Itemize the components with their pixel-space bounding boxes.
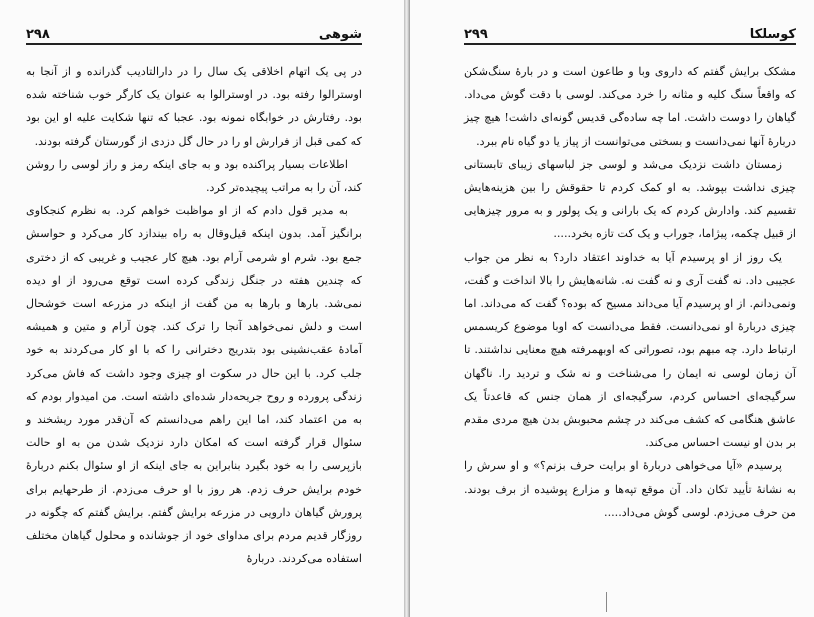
paragraph: زمستان داشت نزدیک می‌شد و لوسی جز لباسهای زیبای تابستانی چیزی نداشت بپوشد. به او کمک کردم تا حقوقش را بین هزینه‌هایش تقسیم کند. وادارش کردم که یک بارانی و یک پولور و به مرور چیزهایی از قبیل چکمه، پیژاما، جوراب و یک کت تازه بخرد..... <box>464 157 796 241</box>
scan-mark <box>606 592 607 612</box>
paragraph: مشکک برایش گفتم که داروی وبا و طاعون است و در بارهٔ سنگ‌شکن که واقعاً سنگ کلیه و مثانه را خرد می‌کند. لوسی با دقت گوش می‌داد. گیاهان را دوست داشت. اما چه ساده‌گی قدیس گونه‌ای داشت! هیچ چیز دربارهٔ آنها نمی‌دانست و بسختی می‌توانست از پیاز یا دو گیاه نام ببرد. <box>464 65 796 148</box>
paragraph: یک روز از او پرسیدم آیا به خداوند اعتقاد دارد؟ به نظر من جواب عجیبی داد. نه گفت آری و نه گفت نه. شانه‌هایش را بالا انداخت و گفت، ونمی‌دانم. از او پرسیدم آیا می‌داند مسیح که بوده؟ گفت که می‌داند. اما چیزی دربارهٔ او نمی‌دانست. فقط می‌دانست که اوبا موضوع کریسمس ارتباط دارد. چه مبهم بود، تصوراتی که اوبهمرفته هیچ معنایی نداشتند. تا آن زمان لوسی نه ایمان را می‌شناخت و نه شک و تردید را. ناگهان سرگیجه‌ای احساس کردم، سرگیجه‌ای از همان جنس که قاعدتاً یک عاشق هنگامی که کشف می‌کند در چشم محبوبش بدن هیچ مردی مقدم بر بدن او نیست احساس می‌کند. <box>464 250 796 450</box>
page-header <box>26 24 362 42</box>
left-page <box>0 0 404 617</box>
running-title: کوسلکا <box>749 27 796 42</box>
header-rule <box>464 43 796 45</box>
page-header <box>464 24 796 42</box>
paragraph: پرسیدم «آیا می‌خواهی دربارهٔ او برایت حرف بزنم؟» و او سرش را به نشانهٔ تأیید تکان داد. آن موقع تپه‌ها و مزارع پوشیده از برف بودند. من حرف می‌زدم. لوسی گوش می‌داد..... <box>464 459 796 519</box>
header-rule <box>26 43 362 45</box>
paragraph: اطلاعات بسیار پراکنده بود و به جای اینکه رمز و راز لوسی را روشن کند، آن را به مراتب پیچیده‌تر کرد. <box>26 157 362 195</box>
paragraph: به مدیر قول دادم که از او مواظبت خواهم کرد. به نظرم کنجکاوی برانگیز آمد. بدون اینکه قیل‌وقال به راه بیندازد کار می‌کرد و حواسش جمع بود. شرم او شرمی آرام بود. هیچ کار عجیب و غریبی که از دختری که چندین هفته در جنگل زندگی کرده است توقع می‌رود از او دیده نمی‌شد. بارها و بارها به من گفت از اینکه در مزرعه است خوشحال است و دلش نمی‌خواهد آنجا را ترک کند. چون آرام و متین و همیشه آماده‌ٔ عقب‌نشینی بود بتدریج دخترانی را که با او کار می‌کردند به خود جلب کرد. با این حال در سکوت او چیزی وجود داشت که فاش می‌کرد زندگی پرورده و روح جریحه‌دار شده‌ای داشته است. من امیدوار بودم که به من اعتماد کند، اما این راهم می‌دانستم که آن‌قدر مورد ریشخند و سئوال قرار گرفته است که امکان دارد نزدیک شدن من به او حالت بازپرسی را به خود بگیرد بنابراین به جای اینکه از او سئوال بکنم دربارهٔ خودم برایش حرف زدم. هر روز با او حرف می‌زدم. از طرحهایم برای پرورش گیاهان دارویی در مزرعه برایش گفتم. برایش گفتم که چگونه در روزگار قدیم مردم برای مداوای خود از جوشانده و محلول گیاهان مختلف استفاده می‌کردند. دربارهٔ <box>26 204 362 566</box>
page-number: ۲۹۸ <box>26 27 50 42</box>
page-number: ۲۹۹ <box>464 27 488 42</box>
running-title: شوهی <box>318 27 362 42</box>
page-body <box>26 60 362 570</box>
right-page <box>410 0 814 617</box>
page-body <box>464 60 796 524</box>
paragraph: در پی یک اتهام اخلاقی یک سال را در دارالتادیب گذرانده و از آنجا به اوسترالوا رفته بود. در اوسترالوا به عنوان یک کارگر خوب شناخته شده بود. رفتارش در خوابگاه نمونه بود. عجبا که تنها شکایت علیه او این بود که کمی قبل از فرارش او را در حال گل دزدی از گورستان گرفته بودند. <box>26 65 362 148</box>
